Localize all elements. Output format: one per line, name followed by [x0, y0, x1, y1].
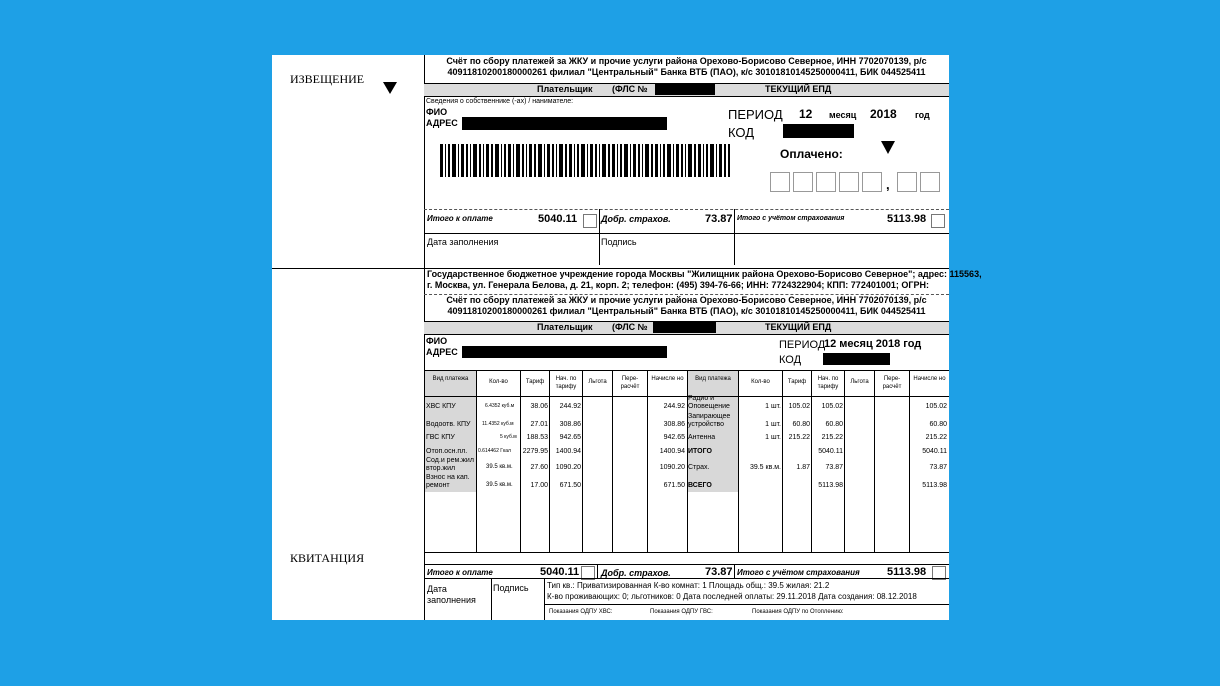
- table-col-line: [874, 370, 875, 552]
- row-total: 1090.20: [659, 464, 685, 471]
- org-header-line1: Государственное бюджетное учреждение города Москвы "Жилищник района Орехово-Борисово Северное"; адрес: 115563,: [427, 269, 982, 279]
- org-header-line2: г. Москва, ул. Генерала Белова, д. 21, корп. 2; телефон: (495) 394-76-66; ИНН: 7724322904; КПП: 772401001; ОГРН:: [427, 280, 929, 290]
- row-total: 60.80: [929, 421, 947, 428]
- row-name: ГВС КПУ: [426, 434, 455, 441]
- col-divider: [599, 209, 600, 265]
- row-accrued: 244.92: [559, 403, 581, 410]
- amount-digit-box[interactable]: [793, 172, 813, 192]
- fio-label: ФИО: [426, 336, 448, 346]
- table-col-line: [612, 370, 613, 552]
- redacted-address: [462, 117, 667, 130]
- insurance-label: Добр. страхов.: [601, 214, 671, 224]
- insurance-value: 73.87: [705, 566, 733, 578]
- stub-divider: [424, 55, 425, 620]
- row-total: 5113.98: [922, 482, 947, 489]
- meter-gvs: Показания ОДПУ ГВС:: [650, 609, 713, 615]
- col-divider: [491, 578, 492, 620]
- row-total: 1400.94: [659, 448, 685, 455]
- row-tariff: 1.87: [796, 464, 810, 471]
- signature-label: Подпись: [493, 583, 529, 593]
- period-label: ПЕРИОД: [779, 339, 826, 351]
- amount-digit-box[interactable]: [839, 172, 859, 192]
- th-total: Начисле но: [913, 376, 946, 382]
- row-name: ВСЕГО: [688, 482, 712, 489]
- row-accrued: 1090.20: [555, 464, 581, 471]
- row-tariff: 38.06: [530, 403, 548, 410]
- address-label: АДРЕС: [426, 118, 458, 128]
- receipt-label: КВИТАНЦИЯ: [290, 551, 365, 565]
- row-qty: 11.4352 куб.м: [482, 421, 514, 427]
- row-name: Антенна: [688, 434, 716, 441]
- table-col-line: [738, 370, 739, 552]
- row-total: 671.50: [663, 482, 685, 489]
- amount-cents-box[interactable]: [897, 172, 917, 192]
- th-recalc: Пере-расчёт: [620, 376, 640, 390]
- row-qty: 1 шт.: [765, 403, 781, 410]
- row-accrued: 942.65: [559, 434, 581, 441]
- code-label: КОД: [779, 354, 802, 366]
- row-qty: 0.614462 Гкал: [478, 448, 511, 454]
- address-label: АДРЕС: [426, 347, 458, 357]
- row-name: Водоотв. КПУ: [426, 421, 471, 428]
- current-label: ТЕКУЩИЙ ЕПД: [765, 322, 832, 332]
- bank-header-line2: 40911810200180000261 филиал "Центральный" Банка ВТБ (ПАО), к/с 30101810145250000411, БИК 044525411: [447, 67, 926, 77]
- redacted-fls: [653, 322, 716, 333]
- row-qty: 1 шт.: [765, 434, 781, 441]
- fio-label: ФИО: [426, 107, 448, 117]
- fill-date-label: Дата заполнения: [427, 584, 476, 605]
- row-tariff: 2279.95: [522, 448, 548, 455]
- apartment-info: Тип кв.: Приватизированная К-во комнат: 1 Площадь общ.: 39.5 жилая: 21.2: [547, 581, 830, 590]
- row-total: 244.92: [663, 403, 685, 410]
- table-col-line: [549, 370, 550, 552]
- th-benefit: Льгота: [850, 379, 869, 385]
- th-qty: Кол-во: [489, 379, 508, 385]
- redacted-code: [823, 353, 890, 365]
- row-qty: 6.4352 куб.м: [485, 403, 515, 409]
- th-recalc: Пере-расчёт: [882, 376, 902, 390]
- table-bottom-line: [424, 552, 949, 553]
- down-arrow-icon: [881, 141, 895, 154]
- table-col-line: [476, 370, 477, 552]
- row-accrued: 308.86: [559, 421, 581, 428]
- to-pay-label: Итого к оплате: [427, 214, 493, 223]
- row-qty: 39.5 кв.м.: [749, 464, 781, 471]
- down-arrow-icon: [383, 82, 397, 94]
- bank-header-line2: 40911810200180000261 филиал "Центральный" Банка ВТБ (ПАО), к/с 30101810145250000411, БИК 044525411: [447, 306, 926, 316]
- row-accrued: 1400.94: [555, 448, 581, 455]
- decimal-comma: ,: [886, 177, 890, 192]
- footer-line: [544, 604, 949, 605]
- redacted-code: [783, 124, 854, 138]
- period-year: 2018: [870, 107, 897, 121]
- amount-digit-box[interactable]: [770, 172, 790, 192]
- payment-document: [272, 55, 982, 620]
- current-label: ТЕКУЩИЙ ЕПД: [765, 84, 832, 94]
- table-col-line: [844, 370, 845, 552]
- row-total: 73.87: [929, 464, 947, 471]
- row-tariff: 17.00: [530, 482, 548, 489]
- name-column-shade: [687, 397, 738, 492]
- insurance-value: 73.87: [705, 213, 733, 225]
- with-insurance-value: 5113.98: [887, 566, 927, 578]
- payer-label: Плательщик: [537, 322, 593, 332]
- th-qty: Кол-во: [751, 379, 770, 385]
- totals-bottom-line: [424, 233, 949, 234]
- row-accrued: 671.50: [559, 482, 581, 489]
- table-col-line: [909, 370, 910, 552]
- row-total: 105.02: [925, 403, 947, 410]
- to-pay-label: Итого к оплате: [427, 568, 493, 577]
- notice-label: ИЗВЕЩЕНИЕ: [290, 72, 365, 86]
- col-divider: [597, 564, 598, 578]
- period-value: 12 месяц 2018 год: [824, 338, 922, 350]
- row-accrued: 215.22: [821, 434, 843, 441]
- totals-bottom-line: [424, 578, 949, 579]
- code-label: КОД: [728, 125, 755, 140]
- th-total: Начисле но: [651, 376, 684, 382]
- th-accrued: Нач. по тарифу: [817, 376, 839, 390]
- row-total: 5040.11: [922, 448, 947, 455]
- row-accrued: 60.80: [825, 421, 843, 428]
- with-insurance-value: 5113.98: [887, 213, 927, 225]
- row-qty: 39.5 кв.м.: [486, 464, 513, 470]
- table-col-line: [782, 370, 783, 552]
- bank-header-line1: Счёт по сбору платежей за ЖКУ и прочие услуги района Орехово-Борисово Северное, ИНН 7702070139, р/с: [446, 295, 927, 305]
- period-label: ПЕРИОД: [728, 107, 783, 122]
- barcode: [440, 144, 730, 177]
- totals-top-line: [424, 209, 949, 210]
- period-month-word: месяц: [829, 110, 857, 120]
- bank-header-line1: Счёт по сбору платежей за ЖКУ и прочие услуги района Орехово-Борисово Северное, ИНН 7702070139, р/с: [446, 56, 927, 66]
- row-name: ХВС КПУ: [426, 403, 456, 410]
- row-tariff: 27.60: [530, 464, 548, 471]
- row-tariff: 188.53: [526, 434, 548, 441]
- period-month: 12: [799, 107, 813, 121]
- row-name: Запирающее устройство: [688, 413, 731, 428]
- row-accrued: 5040.11: [818, 448, 843, 455]
- col-divider: [544, 578, 545, 620]
- insurance-label: Добр. страхов.: [601, 568, 671, 578]
- period-year-word: год: [915, 110, 930, 120]
- row-name: Сод.и рем.жил втор.жил: [426, 457, 474, 472]
- paid-label: Оплачено:: [780, 147, 843, 161]
- row-name: ИТОГО: [688, 448, 712, 455]
- th-name: Вид платежа: [432, 376, 469, 382]
- row-accrued: 5113.98: [818, 482, 843, 489]
- signature-label: Подпись: [601, 237, 637, 247]
- amount-cents-box[interactable]: [920, 172, 940, 192]
- table-col-line: [520, 370, 521, 552]
- redacted-address: [462, 346, 667, 358]
- th-name: Вид платежа: [695, 376, 731, 382]
- to-pay-value: 5040.11: [540, 566, 580, 578]
- meter-hvs: Показания ОДПУ ХВС:: [549, 609, 613, 615]
- row-total: 942.65: [663, 434, 685, 441]
- payer-label: Плательщик: [537, 84, 593, 94]
- col-divider: [734, 209, 735, 265]
- amount-digit-box[interactable]: [862, 172, 882, 192]
- row-total: 308.86: [663, 421, 685, 428]
- totals-top-line: [424, 564, 949, 565]
- row-accrued: 105.02: [821, 403, 843, 410]
- residents-info: К-во проживающих: 0; льготников: 0 Дата последней оплаты: 29.11.2018 Дата создания: 08.12.2018: [547, 592, 917, 601]
- row-tariff: 27.01: [530, 421, 548, 428]
- th-benefit: Льгота: [588, 379, 607, 385]
- row-qty: 5 куб.м: [500, 434, 517, 440]
- row-tariff: 105.02: [788, 403, 810, 410]
- row-total: 215.22: [925, 434, 947, 441]
- th-accrued: Нач. по тарифу: [555, 376, 577, 390]
- with-insurance-label: Итого с учётом страхования: [737, 568, 860, 577]
- meter-heating: Показания ОДПУ по Отоплению:: [752, 609, 844, 615]
- th-tariff: Тариф: [787, 379, 807, 385]
- col-divider: [734, 564, 735, 578]
- row-name: Страх.: [688, 464, 710, 471]
- row-tariff: 60.80: [792, 421, 810, 428]
- row-name: Отоп.осн.пл.: [426, 448, 468, 455]
- table-col-line: [582, 370, 583, 552]
- row-name: Радио и Оповещение: [688, 395, 730, 410]
- th-tariff: Тариф: [525, 379, 545, 385]
- owner-info: Сведения о собственнике (-ах) / нанимателе:: [426, 98, 574, 105]
- fill-date-label: Дата заполнения: [427, 237, 499, 247]
- row-name: Взнос на кап. ремонт: [426, 474, 470, 489]
- row-accrued: 73.87: [825, 464, 843, 471]
- fls-label: (ФЛС №: [612, 322, 648, 332]
- with-insurance-label: Итого с учётом страхования: [737, 215, 845, 222]
- redacted-fls: [655, 84, 715, 95]
- row-qty: 39.5 кв.м.: [486, 482, 513, 488]
- fls-label: (ФЛС №: [612, 84, 648, 94]
- checkbox[interactable]: [931, 214, 945, 228]
- checkbox[interactable]: [583, 214, 597, 228]
- table-col-line: [647, 370, 648, 552]
- table-col-line: [811, 370, 812, 552]
- row-qty: 1 шт.: [765, 421, 781, 428]
- amount-digit-box[interactable]: [816, 172, 836, 192]
- to-pay-value: 5040.11: [538, 213, 578, 225]
- row-tariff: 215.22: [788, 434, 810, 441]
